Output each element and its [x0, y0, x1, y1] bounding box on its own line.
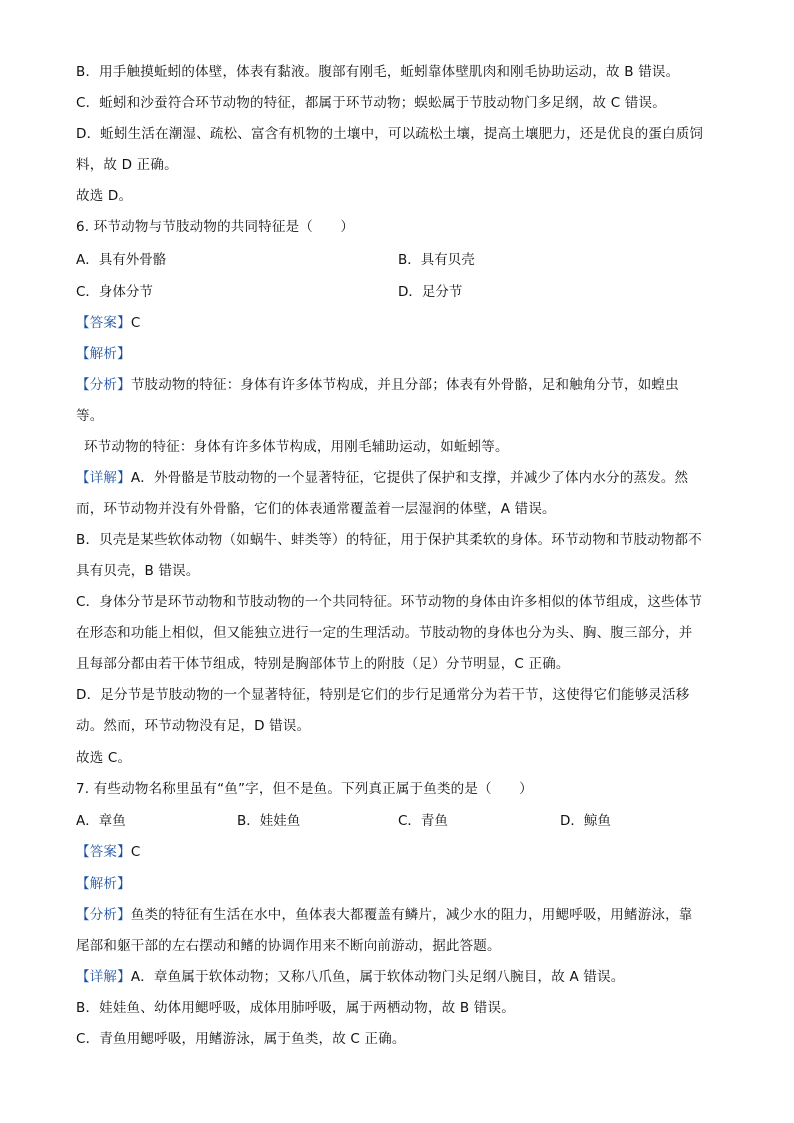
text-line: B．贝壳是某些软体动物（如蜗牛、蚌类等）的特征，用于保护其柔软的身体。环节动物和节肢动物都不: [76, 532, 702, 548]
answer-tag: 【答案】: [76, 844, 131, 860]
text-line: 故选 D。: [76, 188, 133, 204]
answer-value: C: [130, 315, 141, 331]
text-line: 动。然而，环节动物没有足，D 错误。: [76, 718, 311, 734]
text-line: 鱼类的特征有生活在水中，鱼体表大都覆盖有鳞片，减少水的阻力，用鳃呼吸，用鳍游泳，靠: [130, 907, 693, 923]
q6-fenxi: [76, 375, 679, 395]
text-line: 等。: [76, 408, 104, 424]
text-line: C．蚯蚓和沙蚕符合环节动物的特征，都属于环节动物；蜈蚣属于节肢动物门多足纲，故 C 错误。: [76, 95, 666, 111]
text-line: 在形态和功能上相似，但又能独立进行一定的生理活动。节肢动物的身体也分为头、胸、腹三部分，并: [76, 625, 693, 641]
question-6: 6. 环节动物与节肢动物的共同特征是（ ）: [76, 219, 355, 235]
q6-answer: [76, 313, 140, 333]
text-line: B．娃娃鱼、幼体用鳃呼吸，成体用肺呼吸，属于两栖动物，故 B 错误。: [76, 1000, 515, 1016]
q7-analysis-tag: [76, 874, 131, 894]
text-line: D．蚯蚓生活在潮湿、疏松、富含有机物的土壤中，可以疏松土壤，提高土壤肥力，还是优良的蛋白质饲: [76, 126, 704, 142]
analysis-tag: 【解析】: [76, 876, 131, 892]
answer-value: C: [130, 844, 141, 860]
q7-answer: [76, 842, 140, 862]
xiangjie-tag: 【详解】: [76, 470, 131, 486]
question-7: 7. 有些动物名称里虽有“鱼”字，但不是鱼。下列真正属于鱼类的是（ ）: [76, 781, 533, 797]
text-line: A．外骨骼是节肢动物的一个显著特征，它提供了保护和支撑，并减少了体内水分的蒸发。然: [130, 470, 689, 486]
q6-option-d: D．足分节: [398, 284, 463, 300]
q6-option-c: C．身体分节: [76, 284, 153, 300]
q7-xiangjie: [76, 967, 624, 987]
text-line: D．足分节是节肢动物的一个显著特征，特别是它们的步行足通常分为若干节，这使得它们能够灵活移: [76, 687, 690, 703]
q6-option-a: A．具有外骨骼: [76, 252, 167, 268]
text-line: B．用手触摸蚯蚓的体壁，体表有黏液。腹部有刚毛，蚯蚓靠体壁肌肉和刚毛协助运动，故 B 错误。: [76, 64, 680, 80]
text-line: 环节动物的特征：身体有许多体节构成，用刚毛辅助运动，如蚯蚓等。: [84, 439, 509, 455]
q7-option-a: A．章鱼: [76, 813, 126, 829]
fenxi-tag: 【分析】: [76, 377, 131, 393]
text-line: A．章鱼属于软体动物；又称八爪鱼，属于软体动物门头足纲八腕目，故 A 错误。: [130, 969, 625, 985]
answer-tag: 【答案】: [76, 315, 131, 331]
xiangjie-tag: 【详解】: [76, 969, 131, 985]
text-line: 具有贝壳，B 错误。: [76, 563, 200, 579]
text-line: C．青鱼用鳃呼吸，用鳍游泳，属于鱼类，故 C 正确。: [76, 1031, 406, 1047]
q6-xiangjie: [76, 468, 688, 488]
text-line: 料，故 D 正确。: [76, 157, 178, 173]
fenxi-tag: 【分析】: [76, 907, 131, 923]
text-line: 尾部和躯干部的左右摆动和鳍的协调作用来不断向前游动，据此答题。: [76, 938, 501, 954]
text-line: 而，环节动物并没有外骨骼，它们的体表通常覆盖着一层湿润的体壁，A 错误。: [76, 501, 556, 517]
q7-option-d: D．鲸鱼: [560, 813, 611, 829]
q7-option-c: C．青鱼: [398, 813, 448, 829]
analysis-tag: 【解析】: [76, 346, 131, 362]
q6-analysis-tag: [76, 344, 131, 364]
q7-option-b: B．娃娃鱼: [237, 813, 301, 829]
text-line: 节肢动物的特征：身体有许多体节构成，并且分部；体表有外骨骼，足和触角分节，如蝗虫: [130, 377, 679, 393]
q6-option-b: B．具有贝壳: [398, 252, 475, 268]
text-line: 故选 C。: [76, 750, 132, 766]
text-line: 且每部分都由若干体节组成，特别是胸部体节上的附肢（足）分节明显，C 正确。: [76, 656, 570, 672]
q7-fenxi: [76, 905, 693, 925]
text-line: C．身体分节是环节动物和节肢动物的一个共同特征。环节动物的身体由许多相似的体节组成，这些体节: [76, 594, 703, 610]
